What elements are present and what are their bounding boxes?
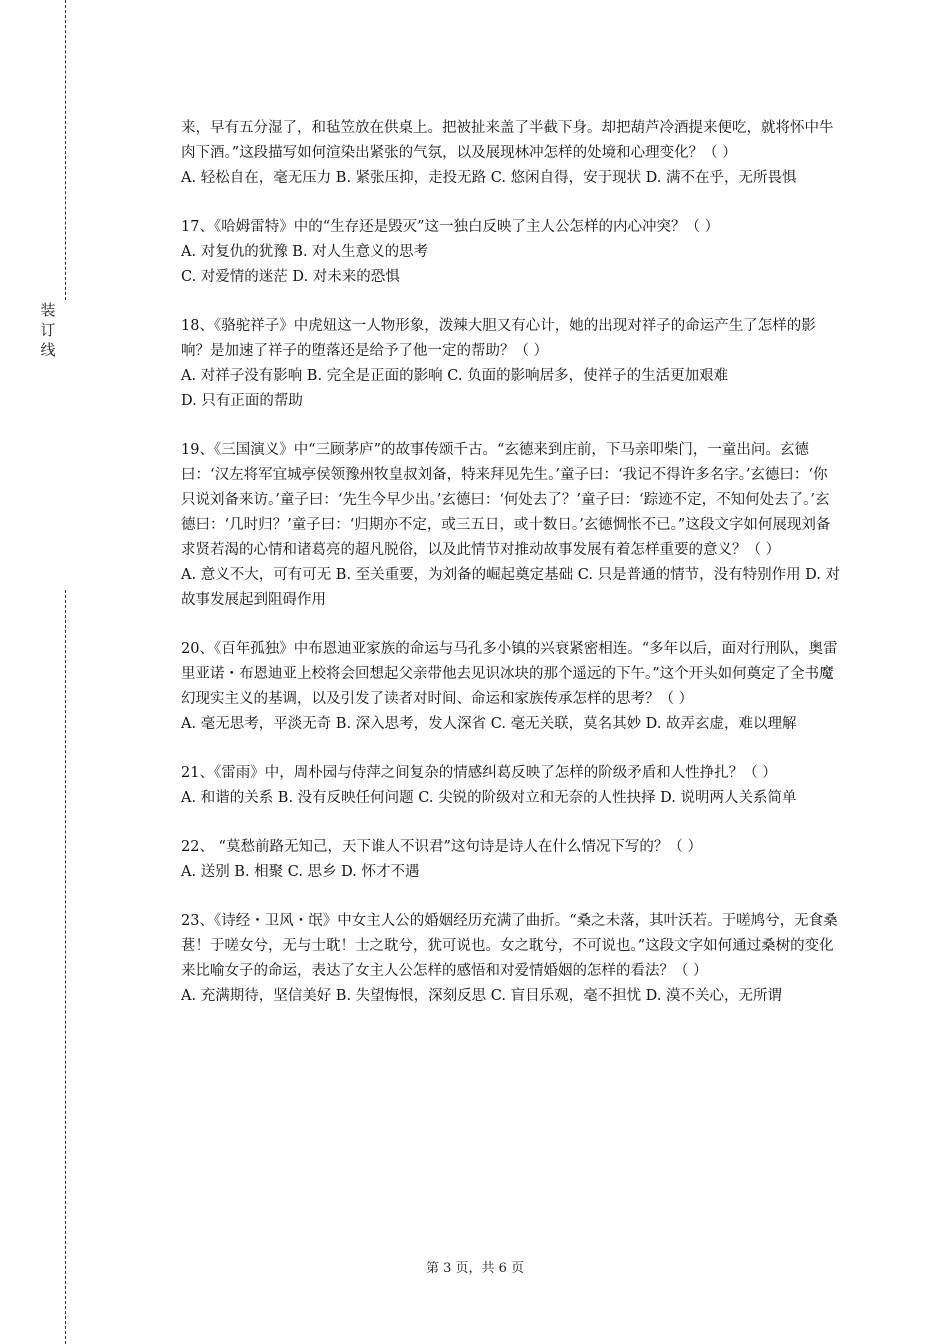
binding-dashed-line-top [65, 0, 66, 300]
page-number: 第 3 页，共 6 页 [425, 1261, 525, 1276]
binding-label-char: 订 [40, 321, 56, 339]
question-22 [181, 835, 841, 885]
question-options: A. 充满期待，坚信美好 B. 失望悔恨，深刻反思 C. 盲目乐观，毫不担忧 D. 漠不关心，无所谓 [181, 988, 783, 1004]
question-options: A. 和谐的关系 B. 没有反映任何问题 C. 尖锐的阶级对立和无奈的人性抉择 D. 说明两人关系简单 [181, 790, 797, 806]
question-16-continued [181, 116, 841, 191]
question-21 [181, 761, 841, 811]
question-19 [181, 438, 841, 613]
question-stem: 18、《骆驼祥子》中虎妞这一人物形象，泼辣大胆又有心计，她的出现对祥子的命运产生了怎样的影响？是加速了祥子的堕落还是给予了他一定的帮助？（ ） [181, 318, 816, 359]
question-stem: 来，早有五分湿了，和毡笠放在供桌上。把被扯来盖了半截下身。却把葫芦冷酒提来便吃，就将怀中牛肉下酒。”这段描写如何渲染出紧张的气氛，以及展现林冲怎样的处境和心理变化？（ ） [181, 120, 834, 161]
question-options: C. 对爱情的迷茫 D. 对未来的恐惧 [181, 269, 400, 285]
question-stem: 20、《百年孤独》中布恩迪亚家族的命运与马孔多小镇的兴衰紧密相连。“多年以后，面对行刑队，奥雷里亚诺・布恩迪亚上校将会回想起父亲带他去见识冰块的那个遥远的下午。”这个开头如何奠定了全书魔幻现实主义的基调，以及引发了读者对时间、命运和家族传承怎样的思考？（ ） [181, 641, 838, 707]
question-18 [181, 314, 841, 414]
binding-dashed-line-bottom [65, 590, 66, 1344]
question-list [181, 116, 841, 1033]
binding-label-char: 线 [40, 341, 56, 359]
question-stem: 17、《哈姆雷特》中的“生存还是毁灭”这一独白反映了主人公怎样的内心冲突？（ ） [181, 219, 720, 235]
binding-label [38, 300, 58, 360]
question-options: A. 对祥子没有影响 B. 完全是正面的影响 C. 负面的影响居多，使祥子的生活更加艰难 [181, 368, 729, 384]
question-stem: 22、 “莫愁前路无知己，天下谁人不识君”这句诗是诗人在什么情况下写的？（ ） [181, 839, 702, 855]
question-17 [181, 215, 841, 290]
question-options: A. 对复仇的犹豫 B. 对人生意义的思考 [181, 244, 429, 260]
question-options: D. 只有正面的帮助 [181, 393, 303, 409]
question-23 [181, 909, 841, 1009]
question-stem: 21、《雷雨》中，周朴园与侍萍之间复杂的情感纠葛反映了怎样的阶级矛盾和人性挣扎？（ ） [181, 765, 777, 781]
question-stem: 19、《三国演义》中“三顾茅庐”的故事传颂千古。“玄德来到庄前，下马亲叩柴门，一童出问。玄德曰：‘汉左将军宜城亭侯领豫州牧皇叔刘备，特来拜见先生。’童子曰：‘我记不得许多名字。’玄德曰：‘你只说刘备来访。’童子曰：‘先生今早少出。’玄德曰：‘何处去了？’童子曰：‘踪迹不定，不知何处去了。’玄德曰：‘几时归？’童子曰：‘归期亦不定，或三五日，或十数日。’玄德惆怅不已。”这段文字如何展现刘备求贤若渴的心情和诸葛亮的超凡脱俗，以及此情节对推动故事发展有着怎样重要的意义？（ ） [181, 442, 831, 558]
question-stem: 23、《诗经・卫风・氓》中女主人公的婚姻经历充满了曲折。“桑之未落，其叶沃若。于嗟鸠兮，无食桑葚！于嗟女兮，无与士耽！士之耽兮，犹可说也。女之耽兮，不可说也。”这段文字如何通过桑树的变化来比喻女子的命运，表达了女主人公怎样的感悟和对爱情婚姻的怎样的看法？（ ） [181, 913, 838, 979]
question-options: A. 毫无思考，平淡无奇 B. 深入思考，发人深省 C. 毫无关联，莫名其妙 D. 故弄玄虚，难以理解 [181, 716, 797, 732]
binding-label-char: 装 [40, 301, 56, 319]
question-options: A. 送别 B. 相聚 C. 思乡 D. 怀才不遇 [181, 864, 420, 880]
question-options: A. 意义不大，可有可无 B. 至关重要，为刘备的崛起奠定基础 C. 只是普通的情节，没有特别作用 D. 对故事发展起到阻碍作用 [181, 567, 841, 608]
question-options: A. 轻松自在，毫无压力 B. 紧张压抑，走投无路 C. 悠闲自得，安于现状 D. 满不在乎，无所畏惧 [181, 170, 797, 186]
question-20 [181, 637, 841, 737]
